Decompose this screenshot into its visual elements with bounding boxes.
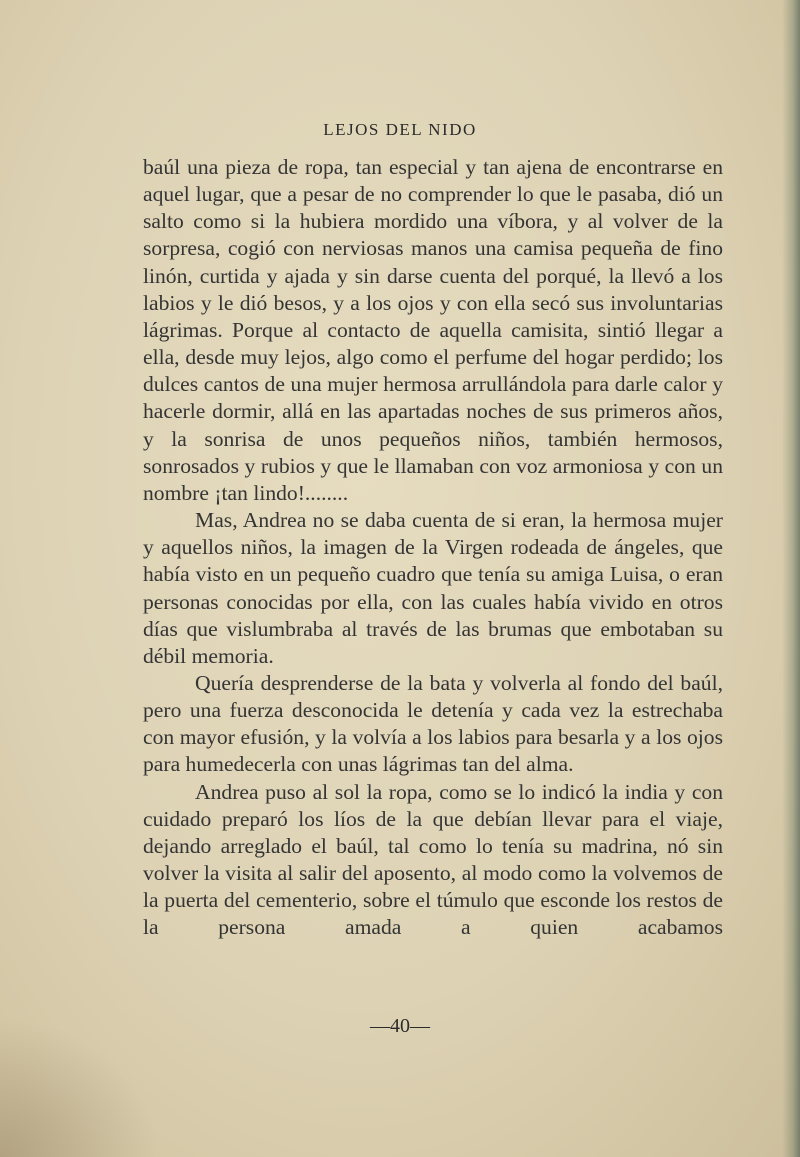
paragraph-2: Mas, Andrea no se daba cuenta de si eran, la hermosa mujer y aquellos niños, la imagen de la Virgen rodeada de ángeles, que había visto en un pequeño cuadro que tenía su amiga Luisa, o eran personas conocidas por ella, con las cuales había vivido en otros días que vislumbraba al través de las brumas que embotaban su débil memoria. bbox=[143, 508, 723, 668]
running-header: LEJOS DEL NIDO bbox=[323, 120, 477, 139]
page-edge-shadow bbox=[782, 0, 800, 1157]
page-number: —40— bbox=[370, 1015, 430, 1037]
paragraph-3: Quería desprenderse de la bata y volverla al fondo del baúl, pero una fuerza desconocida le detenía y cada vez la estrechaba con mayor efusión, y la volvía a los labios para besarla y a los ojos para humedecerla con unas lágrimas tan del alma. bbox=[143, 670, 723, 777]
paragraph-1: baúl una pieza de ropa, tan especial y tan ajena de encontrarse en aquel lugar, que a pesar de no comprender lo que le pasaba, dió un salto como si la hubiera mordido una víbora, y al volver de la sorpresa, cogió con nerviosas manos una camisa pequeña de fino linón, curtida y ajada y sin darse cuenta del porqué, la llevó a los labios y le dió besos, y a los ojos y con ella secó sus involuntarias lágrimas. Porque al contacto de aquella camisita, sintió llegar a ella, desde muy lejos, algo como el perfume del hogar perdido; los dulces cantos de una mujer hermosa arrullándola para darle calor y hacerle dormir, allá en las apartadas noches de sus primeros años, y la sonrisa de unos pequeños niños, también hermosos, sonrosados y rubios y que le llamaban con voz armoniosa y con un nombre ¡tan lindo!........ bbox=[143, 155, 723, 505]
paragraph-4: Andrea puso al sol la ropa, como se lo indicó la india y con cuidado preparó los líos de la que debían llevar para el viaje, dejando arreglado el baúl, tal como lo tenía su madrina, nó sin volver la visita al salir del aposento, al modo como la volvemos de la puerta del cementerio, sobre el túmulo que esconde los restos de la persona amada a quien acabamos bbox=[143, 779, 723, 940]
body-text bbox=[143, 154, 723, 942]
page-stain bbox=[0, 1017, 160, 1157]
